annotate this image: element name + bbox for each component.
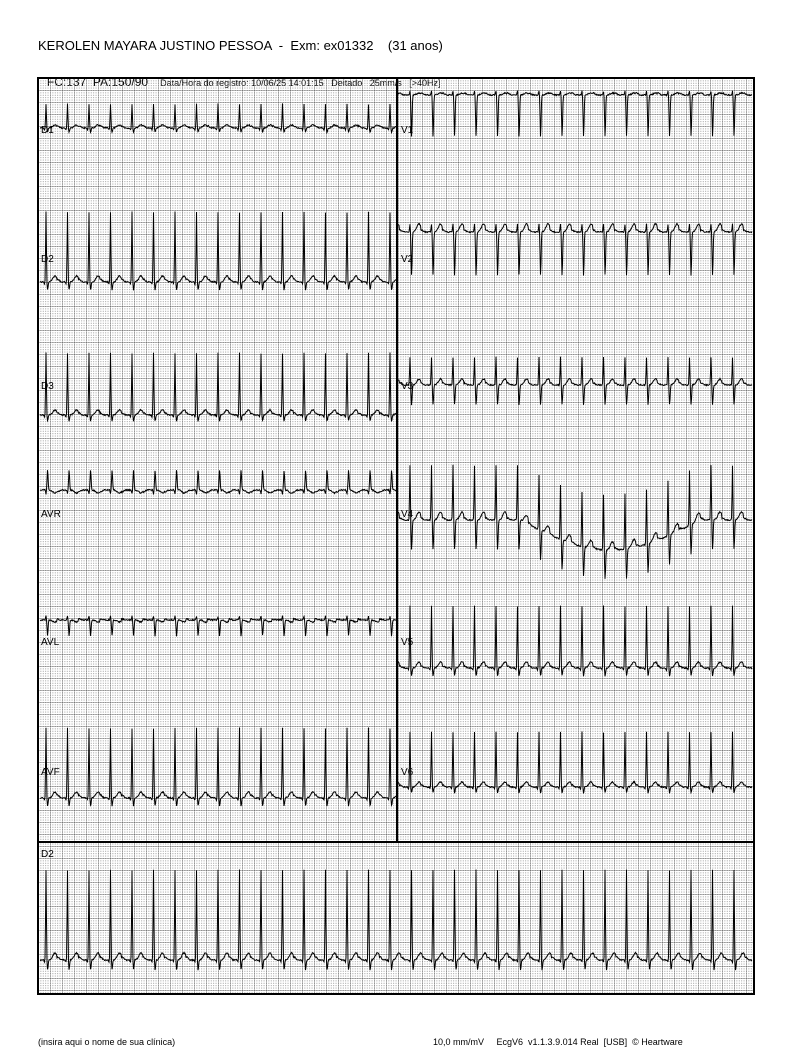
lead-label: D2 — [41, 254, 54, 265]
software-version-text: EcgV6 v1.1.3.9.014 Real [USB] © Heartware — [496, 1037, 683, 1047]
lead-label: V3 — [401, 381, 414, 392]
lead-label: AVR — [41, 509, 61, 520]
lead-label: AVF — [41, 767, 60, 778]
lead-label: V5 — [401, 637, 414, 648]
lead-label: D2 — [41, 849, 54, 860]
lead-label: V1 — [401, 125, 414, 136]
calibration-text: 10,0 mm/mV — [433, 1037, 485, 1047]
clinic-name-placeholder: (insira aqui o nome de sua clínica) — [38, 1037, 176, 1047]
footer-info — [433, 1037, 683, 1047]
lead-label: D1 — [41, 125, 54, 136]
lead-label: AVL — [41, 637, 60, 648]
patient-header-name: KEROLEN MAYARA JUSTINO PESSOA - Exm: ex01332 (31 anos) — [38, 38, 443, 53]
lead-label: D3 — [41, 381, 54, 392]
lead-label: V6 — [401, 767, 414, 778]
lead-label: V2 — [401, 254, 414, 265]
ecg-grid — [38, 78, 754, 994]
lead-label: V4 — [401, 509, 414, 520]
